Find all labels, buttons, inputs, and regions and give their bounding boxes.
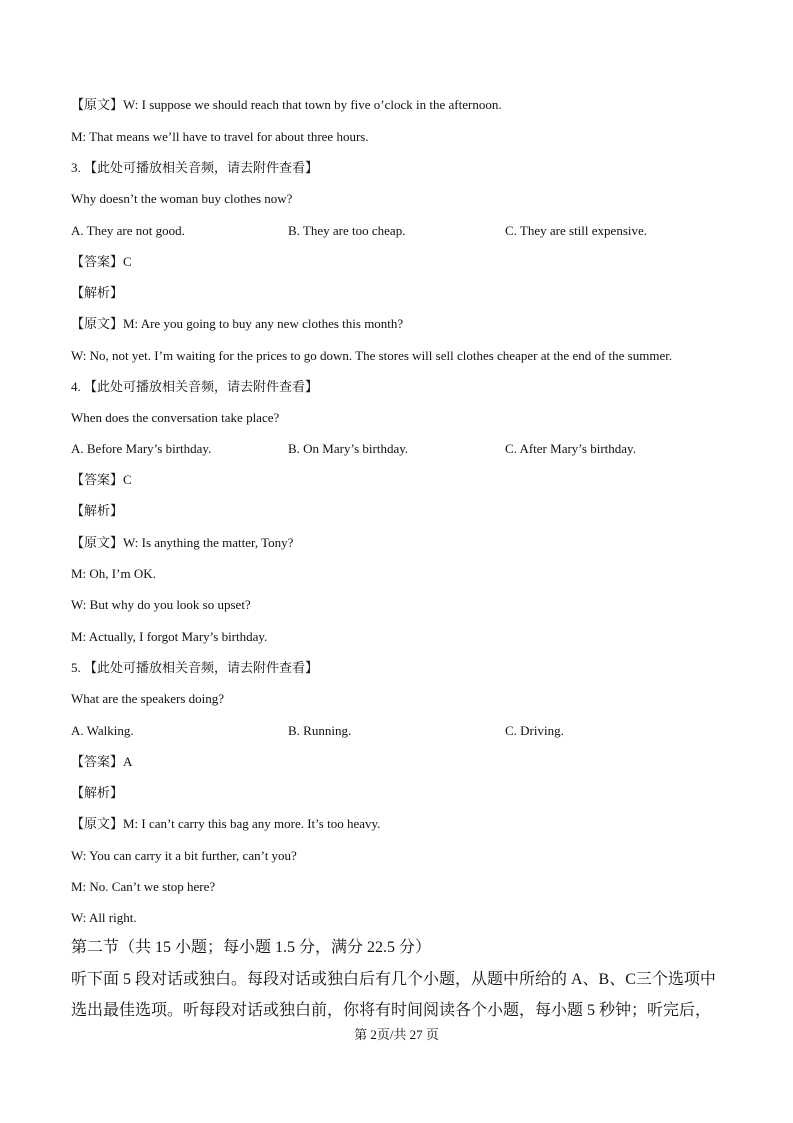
option-b: B. Running. — [288, 723, 352, 738]
transcript-line: M: Oh, I’m OK. — [71, 566, 156, 581]
transcript-line: 【原文】W: I suppose we should reach that town by five o’clock in the afternoon. — [71, 97, 502, 112]
analysis-label: 【解析】 — [71, 785, 124, 800]
answer-label: 【答案】A — [71, 754, 133, 769]
option-a: A. They are not good. — [71, 223, 185, 238]
transcript-line: M: No. Can’t we stop here? — [71, 879, 216, 894]
option-a: A. Walking. — [71, 723, 134, 738]
page-number: 第 2页/共 27 页 — [354, 1027, 439, 1042]
transcript-line: 【原文】W: Is anything the matter, Tony? — [71, 535, 294, 550]
option-b: B. They are too cheap. — [288, 223, 406, 238]
option-c: C. They are still expensive. — [505, 223, 648, 238]
transcript-line: 【原文】M: Are you going to buy any new clothes this month? — [71, 316, 404, 331]
question-text-5: What are the speakers doing? — [71, 691, 225, 706]
section-instructions-line: 选出最佳选项。听每段对话或独白前，你将有时间阅读各个小题，每小题 5 秒钟；听完后， — [71, 1002, 712, 1019]
answer-label: 【答案】C — [71, 254, 132, 269]
transcript-line: W: But why do you look so upset? — [71, 597, 251, 612]
option-b: B. On Mary’s birthday. — [288, 441, 409, 456]
question-number-3: 3. 【此处可播放相关音频，请去附件查看】 — [71, 160, 319, 175]
transcript-line: W: No, not yet. I’m waiting for the prices to go down. The stores will sell clothes cheaper at the end of the summer. — [71, 348, 673, 363]
transcript-line: W: You can carry it a bit further, can’t you? — [71, 848, 297, 863]
transcript-line: M: Actually, I forgot Mary’s birthday. — [71, 629, 268, 644]
section-instructions-line: 听下面 5 段对话或独白。每段对话或独白后有几个小题，从题中所给的 A、B、C三个选项中 — [71, 971, 716, 988]
section-heading: 第二节（共 15 小题；每小题 1.5 分，满分 22.5 分） — [71, 939, 432, 956]
analysis-label: 【解析】 — [71, 285, 124, 300]
question-text-4: When does the conversation take place? — [71, 410, 280, 425]
question-text-3: Why doesn’t the woman buy clothes now? — [71, 191, 293, 206]
analysis-label: 【解析】 — [71, 503, 124, 518]
transcript-line: 【原文】M: I can’t carry this bag any more. It’s too heavy. — [71, 816, 381, 831]
transcript-line: M: That means we’ll have to travel for about three hours. — [71, 129, 369, 144]
answer-label: 【答案】C — [71, 472, 132, 487]
question-number-4: 4. 【此处可播放相关音频，请去附件查看】 — [71, 379, 319, 394]
option-a: A. Before Mary’s birthday. — [71, 441, 212, 456]
option-c: C. Driving. — [505, 723, 564, 738]
option-c: C. After Mary’s birthday. — [505, 441, 636, 456]
transcript-line: W: All right. — [71, 910, 137, 925]
question-number-5: 5. 【此处可播放相关音频，请去附件查看】 — [71, 660, 319, 675]
